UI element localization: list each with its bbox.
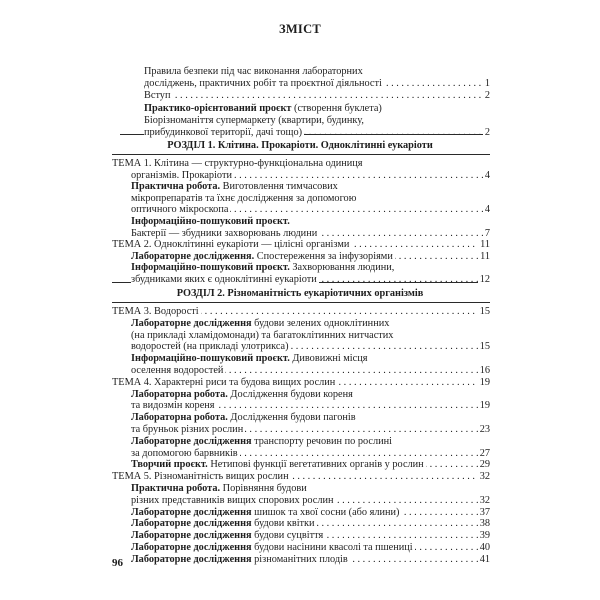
toc-entry (144, 65, 490, 78)
toc-entry-title: водоростей (на прикладі улотрикса) (131, 341, 289, 353)
toc-entry-label: Практична робота. (131, 181, 221, 193)
toc-entry-title: Бактерії — збудники захворювань людини (131, 227, 318, 239)
toc-entry-text (112, 377, 337, 388)
toc-page-number: 38 (479, 518, 490, 530)
toc-page-number: 16 (479, 365, 490, 376)
toc-page-number: 11 (480, 250, 490, 262)
toc-entry-title: Порівняння будови (220, 483, 307, 494)
toc-entry-text (131, 330, 395, 341)
toc-entry-label: Лабораторне дослідження. (131, 250, 255, 262)
section-1-title: РОЗДІЛ 1. Клітина. Прокаріоти. Одноклітинні еукаріоти (167, 140, 433, 151)
toc-entry-text (144, 103, 384, 114)
toc-entry-text (131, 436, 394, 447)
toc-entry-text (131, 507, 401, 518)
toc-entry-text (112, 306, 201, 317)
toc-entry-text (144, 127, 304, 138)
toc-entry (131, 553, 490, 566)
divider (112, 154, 490, 155)
toc-entry-text (131, 400, 217, 411)
toc-entry-label: Лабораторна робота. (131, 412, 228, 424)
toc-entry-label: Лабораторна робота. (131, 388, 228, 400)
toc-entry-title: Дослідження будови пагонів (227, 412, 356, 424)
toc-entry-text (144, 115, 366, 126)
toc-entry (144, 114, 490, 127)
toc-entry-title: Спостереження за інфузоріями (254, 250, 393, 262)
toc-page-number: 23 (479, 424, 490, 435)
toc-entry-text (131, 530, 325, 541)
toc-entry-text (131, 251, 395, 262)
toc-page-number: 4 (484, 204, 490, 216)
toc-entry-title: будови насінини квасолі та пшениці (251, 542, 413, 553)
toc-entry-text (131, 542, 415, 553)
toc-entry-label: Інформаційно-пошуковий проєкт. (131, 353, 290, 365)
toc-page-number: 2 (484, 90, 490, 102)
toc-page-number: 41 (479, 553, 490, 565)
toc-entry-label: Лабораторне дослідження (131, 553, 252, 565)
toc-entry-label: Лабораторне дослідження (131, 435, 252, 447)
toc-entry-text (131, 181, 340, 192)
toc-entry-label: Творчий проєкт. (131, 459, 208, 471)
page-title: ЗМІСТ (278, 22, 322, 36)
toc-entry-title: (створення буклета) (291, 102, 382, 114)
toc-entry-title: різних представників вищих спорових рослин (131, 494, 334, 506)
toc-entry-title: організмів. Прокаріоти (131, 169, 232, 181)
toc-entry-label: Інформаційно-пошуковий проєкт. (131, 216, 290, 227)
toc-entry-text (131, 228, 319, 239)
toc-entry-text (131, 554, 350, 565)
toc-entry-title: досліджень, практичних робіт та проєктної діяльності (144, 78, 382, 90)
toc-entry-title: ТЕМА 2. Одноклітинні еукаріоти — цілісні організми (112, 239, 350, 251)
divider (112, 302, 490, 303)
toc-entry-text (112, 239, 351, 250)
toc-entry-label: Лабораторне дослідження (131, 518, 252, 530)
toc-page-number: 32 (479, 494, 490, 506)
toc-entry-text (131, 495, 336, 506)
toc-page-number: 4 (484, 169, 490, 181)
toc-page-number: 39 (479, 530, 490, 542)
toc-entry-text (131, 459, 426, 470)
toc-entry-title: прибудинкової території, дачі тощо) (144, 127, 303, 138)
toc-page-number: 29 (479, 459, 490, 471)
toc-page-number: 19 (479, 376, 490, 388)
toc-entry-title: за допомогою барвників (131, 447, 238, 459)
toc-entry-text (131, 518, 317, 529)
toc-page-number: 7 (484, 227, 490, 239)
toc-entry-title: різноманітних плодів (251, 553, 348, 565)
toc-entry-title: ТЕМА 3. Водорості (112, 306, 199, 317)
toc-entry-title: Вступ (144, 90, 171, 102)
toc-entry-text (144, 78, 384, 89)
toc-entry (144, 77, 490, 90)
toc-entry-text (112, 158, 365, 169)
toc-entry-title: Нетипові функції вегетативних органів у рослин (207, 459, 424, 471)
toc-page-number: 15 (479, 306, 490, 317)
toc-entry-title: Виготовлення тимчасових (220, 181, 338, 193)
toc-entry-text (131, 262, 396, 273)
toc-entry-text (131, 424, 245, 435)
toc-entry-label: Лабораторне дослідження (131, 530, 252, 542)
toc-entry-label: Лабораторне дослідження (131, 506, 252, 518)
toc-entry-title: збудниками яких є одноклітинні еукаріоти (131, 274, 317, 285)
toc-entry-text (144, 66, 365, 77)
toc-page-number: 12 (479, 274, 490, 285)
toc-entry-text (131, 204, 230, 215)
toc-entry (144, 102, 490, 115)
toc-page-number: 37 (479, 506, 490, 518)
toc-page-number: 40 (479, 542, 490, 553)
toc-entry-title: будови суцвіття (251, 530, 324, 542)
toc-entry-title: оптичного мікроскопа (131, 204, 229, 216)
toc-entry (144, 126, 490, 139)
toc-entry-label: Практична робота. (131, 483, 221, 494)
toc-entry-text (131, 193, 358, 204)
toc-entry-title: Правила безпеки під час виконання лабораторних (144, 66, 363, 77)
toc-entry-title: ТЕМА 4. Характерні риси та будова вищих рослин (112, 376, 336, 388)
toc-page-number: 15 (479, 341, 490, 353)
toc-entry-text (131, 216, 292, 227)
toc-entry-title: (на прикладі хламідомонади) та багатоклітинних нитчастих (131, 329, 394, 341)
toc-entry-text (131, 353, 369, 364)
toc-entry-text (144, 90, 172, 101)
toc-page-number: 32 (479, 471, 490, 483)
toc-entry-title: Дивовижні місця (289, 353, 368, 365)
toc-entry-title: будови зелених одноклітинних (251, 317, 390, 329)
toc-entry-text (131, 274, 319, 285)
toc-entry-text (131, 365, 225, 376)
toc-entry-title: Дослідження будови кореня (227, 388, 353, 400)
toc-entry-title: ТЕМА 1. Клітина — структурно-функціональна одиниця (112, 158, 363, 169)
toc-entry-label: Інформаційно-пошуковий проєкт. (131, 262, 290, 274)
toc-entry-text (131, 318, 391, 329)
toc-entry (144, 89, 490, 102)
toc-entry-title: Захворювання людини, (289, 262, 395, 274)
toc-entry-title: транспорту речовин по рослині (251, 435, 392, 447)
toc-entry-title: оселення водоростей (131, 365, 224, 376)
toc-entry-text (131, 412, 358, 423)
toc-page-number: 11 (480, 239, 490, 251)
page-number: 96 (112, 557, 123, 569)
toc-entry-title: мікропрепаратів та їхнє дослідження за допомогою (131, 192, 357, 204)
toc-entry-text (131, 170, 234, 181)
toc-entry-text (131, 483, 309, 494)
toc-page-number: 2 (484, 127, 490, 138)
toc-entry-title: Біорізноманіття супермаркету (квартири, будинку, (144, 114, 364, 126)
toc-entry-text (131, 389, 355, 400)
toc-entry-text (131, 341, 291, 352)
toc-entry-title: будови квітки (251, 518, 315, 530)
toc-entry (131, 273, 490, 286)
toc-entry-text (112, 471, 291, 482)
toc-entry-title: шишок та хвої сосни (або ялини) (251, 506, 400, 518)
toc-entry-title: та видозмін кореня (131, 400, 215, 412)
toc-entry-title: ТЕМА 5. Різноманітність вищих рослин (112, 471, 289, 483)
toc-page-number: 1 (484, 78, 490, 90)
toc-entry-label: Лабораторне дослідження (131, 542, 252, 553)
section-2-title: РОЗДІЛ 2. Різноманітність еукаріотичних організмів (176, 288, 424, 299)
toc-page-number: 19 (479, 400, 490, 412)
toc-entry-text (131, 448, 240, 459)
toc-entry-title: та бруньок різних рослин (131, 424, 244, 435)
toc-page-number: 27 (479, 447, 490, 459)
toc-entry-label: Лабораторне дослідження (131, 317, 252, 329)
toc-entry-label: Практико-орієнтований проєкт (144, 102, 292, 114)
